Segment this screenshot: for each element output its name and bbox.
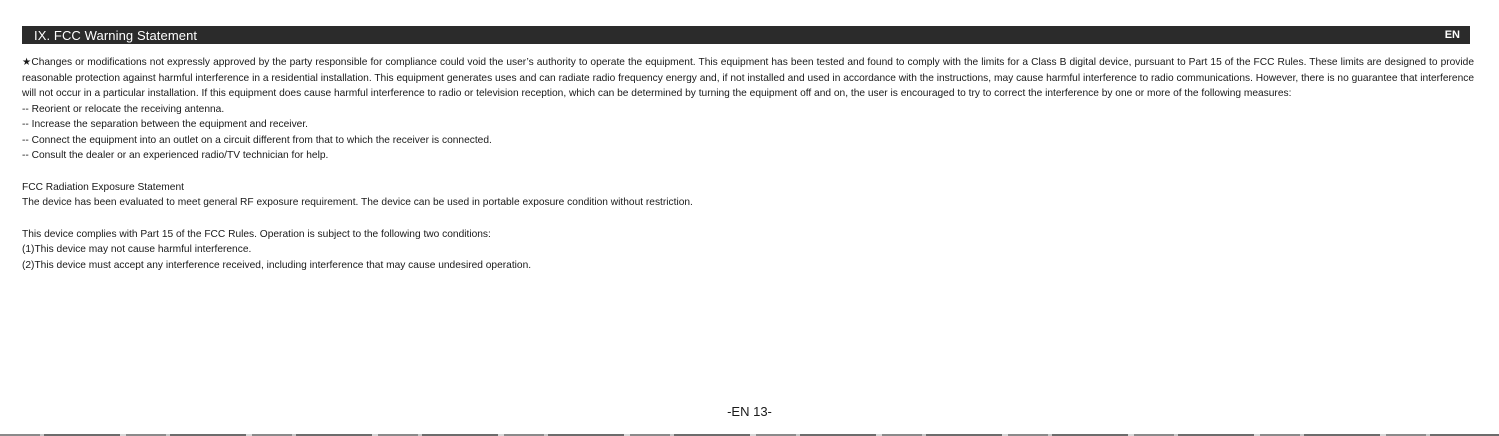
page-number: -EN 13-: [727, 404, 772, 419]
section-header-bar: [22, 26, 1470, 44]
compliance-condition-2: (2)This device must accept any interference received, including interference that may cause undesired operation.: [22, 259, 532, 271]
fcc-warning-text: Changes or modifications not expressly approved by the party responsible for compliance could void the user’s authority to operate the equipment. This equipment has been tested and found to comply with the limits for a Class B digital device, pursuant to Part 15 of the FCC Rules. These limits are designed to provide reasonable protection against harmful interference in a residential installation. This equipment generates uses and can radiate radio frequency energy and, if not installed and used in accordance with the instructions, may cause harmful interference to radio communications. However, there is no guarantee that interference will not occur in a particular installation. If this equipment does cause harmful interference to radio or television reception, which can be determined by turning the equipment off and on, the user is encouraged to try to correct the interference by one or more of the following measures:: [22, 57, 1475, 99]
measure-item-reorient: -- Reorient or relocate the receiving antenna.: [22, 103, 225, 115]
star-icon: ★: [22, 57, 32, 68]
radiation-body: The device has been evaluated to meet general RF exposure requirement. The device can be used in portable exposure condition without restriction.: [22, 197, 693, 208]
language-badge: EN: [1444, 29, 1460, 41]
document-body: [22, 55, 1474, 273]
section-title: IX. FCC Warning Statement: [34, 27, 198, 43]
measure-item-outlet: -- Connect the equipment into an outlet on a circuit different from that to which the receiver is connected.: [22, 134, 492, 146]
measure-item-separation: -- Increase the separation between the equipment and receiver.: [22, 119, 308, 130]
spacer: [22, 164, 1474, 180]
compliance-condition-1: (1)This device may not cause harmful interference.: [22, 244, 252, 255]
measure-item-consult: -- Consult the dealer or an experienced radio/TV technician for help.: [22, 150, 329, 161]
compliance-intro: This device complies with Part 15 of the FCC Rules. Operation is subject to the following two conditions:: [22, 228, 491, 240]
radiation-title: FCC Radiation Exposure Statement: [22, 181, 184, 193]
fcc-warning-paragraph: [22, 55, 1474, 102]
spacer: [22, 211, 1474, 227]
